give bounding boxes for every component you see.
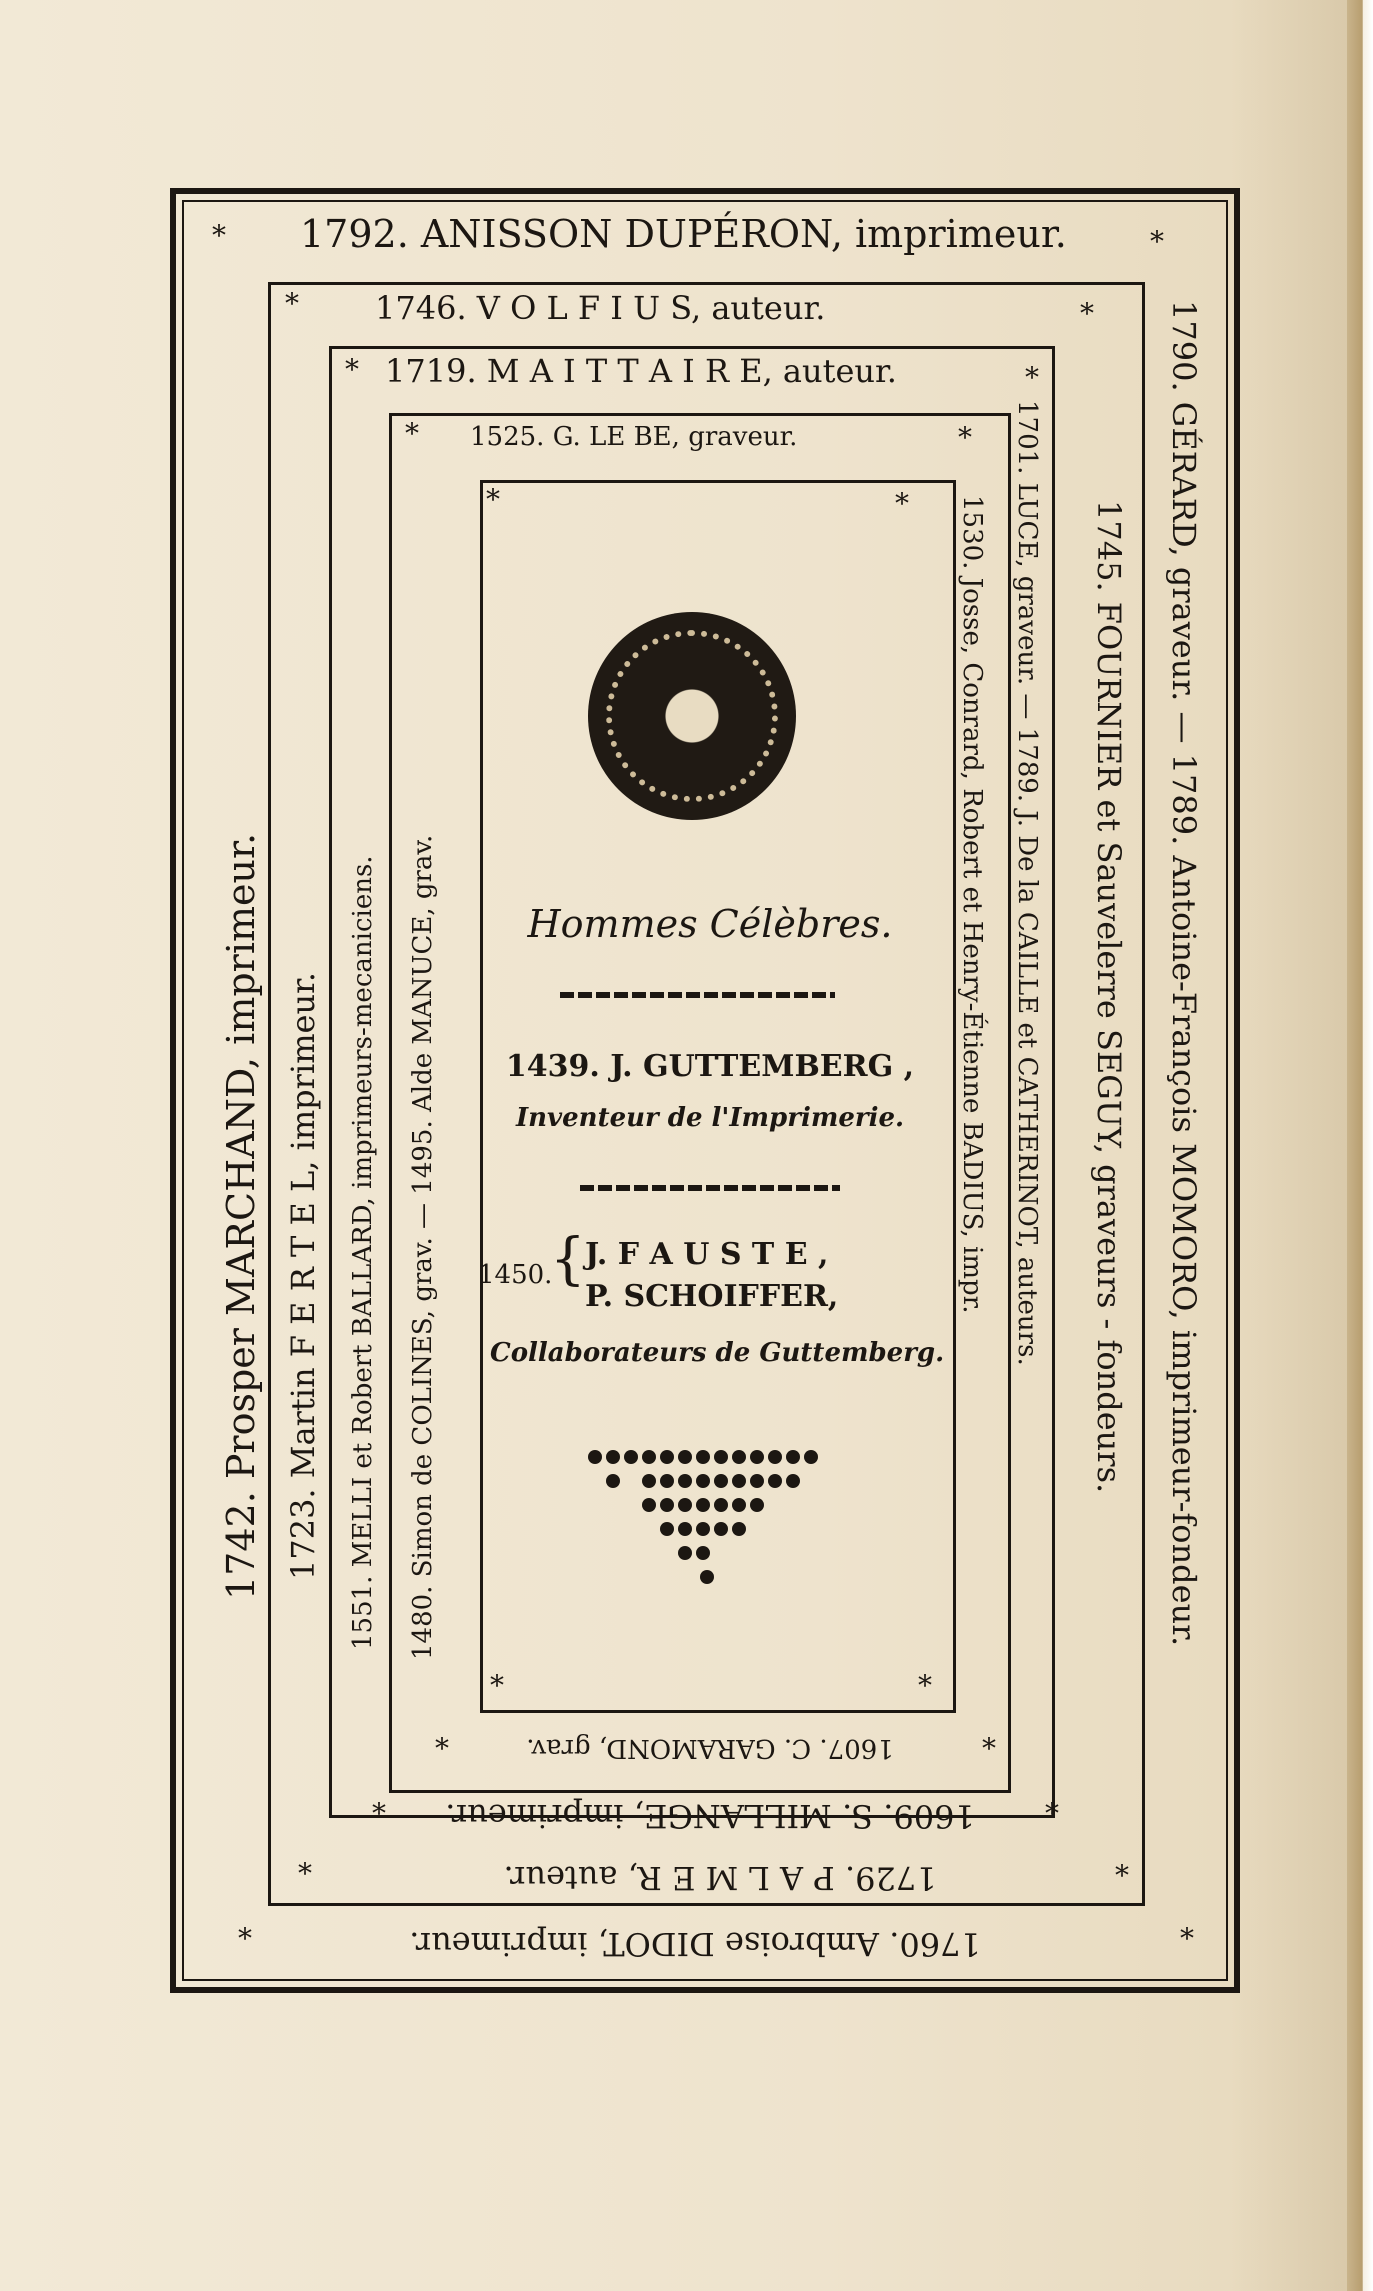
outer-bottom-text: 1760. Ambroise DIDOT, imprimeur. (409, 1925, 981, 1963)
star-ornament: * (212, 219, 226, 252)
outer-top-text: 1792. ANISSON DUPÉRON, imprimeur. (300, 212, 1067, 256)
ornamental-rule (580, 1185, 840, 1191)
outer-right-text: 1790. GÉRARD, graveur. — 1789. Antoine-François MOMORO, imprimeur-fondeur. (1165, 300, 1203, 1647)
star-ornament: * (238, 1922, 252, 1955)
page-gutter-shadow (1230, 0, 1350, 2291)
star-ornament: * (285, 287, 299, 320)
year-1450: 1450. (478, 1260, 553, 1290)
star-ornament: * (372, 1797, 386, 1830)
star-ornament: * (1180, 1922, 1194, 1955)
star-ornament: * (1025, 361, 1039, 394)
frame3-right-text: 1701. LUCE, graveur. — 1789. J. De la CAILLE et CATHERINOT, auteurs. (1012, 400, 1042, 1366)
star-ornament: * (298, 1857, 312, 1890)
schoiffer-name: P. SCHOIFFER, (585, 1279, 839, 1314)
ornamental-rule (560, 992, 835, 998)
frame2-left-text: 1723. Martin F E R T E L, imprimeur. (284, 971, 322, 1580)
frame4-right-text: 1530. Josse, Conrard, Robert et Henry-Étienne BADIUS, impr. (957, 495, 987, 1314)
collaborators-label: Collaborateurs de Guttemberg. (490, 1338, 945, 1368)
outer-left-text: 1742. Prosper MARCHAND, imprimeur. (219, 832, 263, 1600)
star-ornament: * (958, 421, 972, 454)
frame4-left-text: 1480. Simon de COLINES, grav. — 1495. Alde MANUCE, grav. (408, 834, 438, 1660)
star-ornament: * (918, 1669, 932, 1702)
sun-emblem (588, 612, 796, 820)
frame3-bottom-text: 1609. S. MILLANGE, imprimeur. (445, 1797, 975, 1835)
frame4-bottom-text: 1607. C. GARAMOND, grav. (526, 1733, 894, 1763)
frame3-left-text: 1551. MELLI et Robert BALLARD, imprimeurs-mecaniciens. (348, 855, 378, 1650)
center-heading: Hommes Célèbres. (527, 902, 893, 946)
page-edge (1347, 0, 1373, 2291)
star-ornament: * (486, 483, 500, 516)
star-ornament: * (345, 353, 359, 386)
brace: { (550, 1227, 586, 1292)
frame3-top-text: 1719. M A I T T A I R E, auteur. (385, 352, 897, 390)
frame2-top-text: 1746. V O L F I U S, auteur. (375, 289, 826, 327)
star-ornament: * (435, 1732, 449, 1765)
star-ornament: * (1115, 1859, 1129, 1892)
star-ornament: * (982, 1732, 996, 1765)
frame2-bottom-text: 1729. P A L M E R, auteur. (503, 1859, 937, 1897)
star-ornament: * (895, 487, 909, 520)
gutenberg-role: Inventeur de l'Imprimerie. (515, 1103, 905, 1133)
fauste-name: J. F A U S T E , (585, 1237, 829, 1272)
gutenberg-line: 1439. J. GUTTEMBERG , (505, 1049, 915, 1084)
star-ornament: * (490, 1669, 504, 1702)
star-ornament: * (1080, 297, 1094, 330)
frame2-right-text: 1745. FOURNIER et Sauvelerre SEGUY, graveurs - fondeurs. (1090, 500, 1128, 1494)
frame4-top-text: 1525. G. LE BE, graveur. (470, 422, 798, 452)
star-ornament: * (1150, 225, 1164, 258)
star-ornament: * (1045, 1797, 1059, 1830)
star-ornament: * (405, 417, 419, 450)
